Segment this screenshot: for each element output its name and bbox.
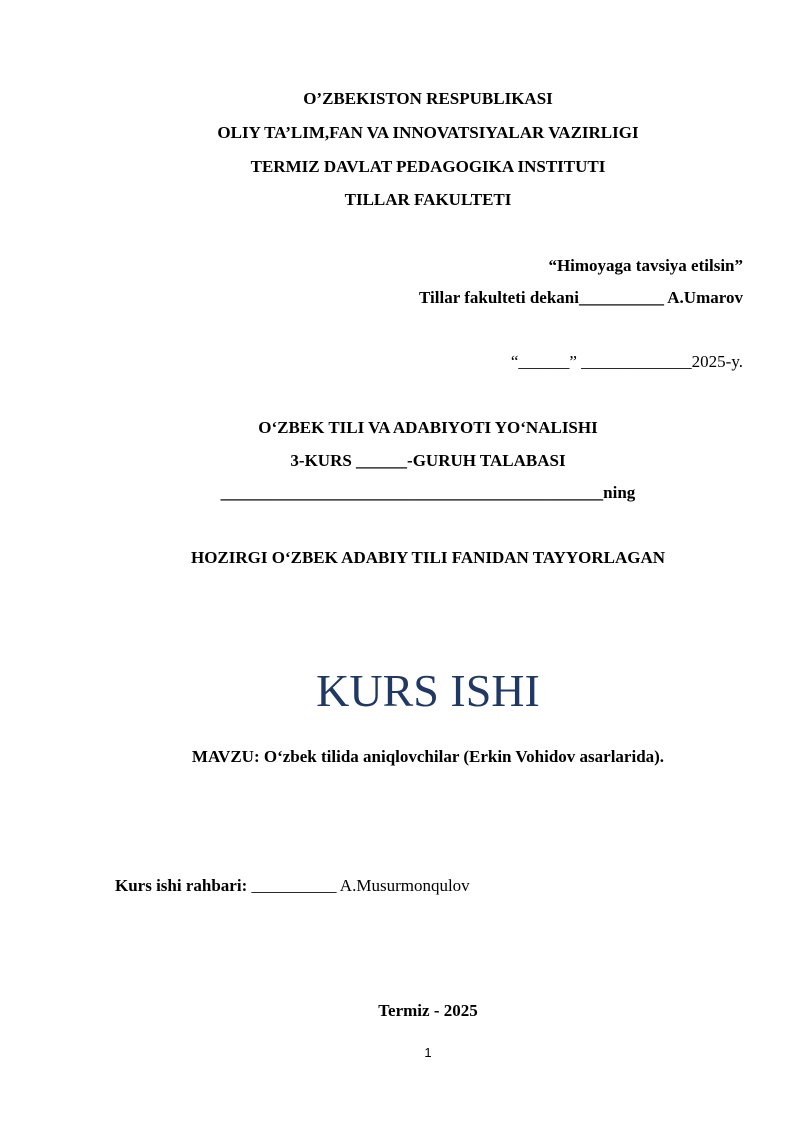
student-name-line: _____________________________________________ning	[220, 483, 636, 502]
footer-place-year: Termiz - 2025	[378, 1001, 478, 1020]
supervisor-label: Kurs ishi rahbari:	[115, 876, 248, 895]
header-institute: TERMIZ DAVLAT PEDAGOGIKA INSTITUTI	[250, 157, 606, 176]
page-number: 1	[424, 1045, 432, 1060]
student-group-line: 3-KURS ______-GURUH TALABASI	[290, 451, 566, 470]
header-ministry: OLIY TA’LIM,FAN VA INNOVATSIYALAR VAZIRLIGI	[217, 123, 639, 142]
header-republic: O’ZBEKISTON RESPUBLIKASI	[303, 89, 553, 108]
approval-recommendation: “Himoyaga tavsiya etilsin”	[548, 256, 743, 275]
header-faculty: TILLAR FAKULTETI	[344, 190, 512, 209]
supervisor-line	[115, 876, 470, 896]
subject-line: HOZIRGI O‘ZBEK ADABIY TILI FANIDAN TAYYORLAGAN	[190, 548, 666, 567]
approval-dean-line: Tillar fakulteti dekani__________ A.Umarov	[419, 288, 743, 307]
supervisor-value: __________ A.Musurmonqulov	[247, 876, 470, 895]
topic-line: MAVZU: O‘zbek tilida aniqlovchilar (Erkin Vohidov asarlarida).	[191, 747, 665, 766]
document-title: KURS ISHI	[316, 665, 540, 716]
approval-date-line: “______” _____________2025-y.	[510, 352, 743, 371]
student-direction: O‘ZBEK TILI VA ADABIYOTI YO‘NALISHI	[258, 418, 598, 437]
